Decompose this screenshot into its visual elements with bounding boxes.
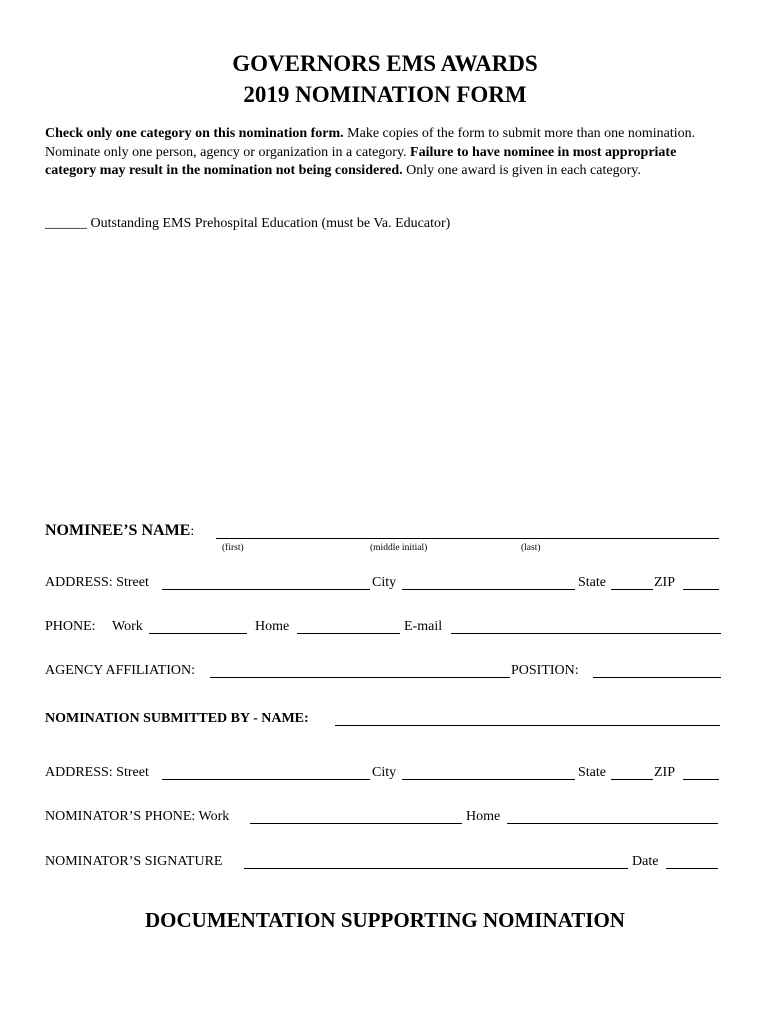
category-row [45, 215, 450, 233]
category-checkbox-blank[interactable]: ______ [45, 216, 87, 231]
nominee-address-label: ADDRESS: Street [45, 575, 149, 590]
nominee-middle-sublabel: (middle initial) [370, 543, 428, 553]
submitted-by-label: NOMINATION SUBMITTED BY - NAME: [45, 711, 309, 726]
nominee-name-label: NOMINEE’S NAME [45, 522, 191, 539]
nominator-zip-input[interactable] [683, 766, 719, 780]
nominee-first-sublabel: (first) [222, 543, 244, 553]
nominee-city-label: City [372, 575, 397, 590]
intro-paragraph [45, 125, 730, 181]
intro-text-1: Make copies of the form to submit more than one nomination. Nominate only one person, agency or organization in a category. [45, 126, 696, 160]
position-input[interactable] [593, 664, 721, 678]
submitted-by-name-input[interactable] [335, 712, 720, 726]
nominee-home-label: Home [255, 619, 290, 634]
nominee-phone-label: PHONE: [45, 619, 96, 634]
nominee-name-colon: : [190, 524, 195, 539]
nominee-home-phone-input[interactable] [297, 620, 400, 634]
nominee-street-input[interactable] [162, 576, 370, 590]
form-title-line1: GOVERNORS EMS AWARDS [232, 51, 538, 76]
nominator-state-input[interactable] [611, 766, 653, 780]
agency-affiliation-label: AGENCY AFFILIATION: [45, 663, 195, 678]
nominator-street-input[interactable] [162, 766, 370, 780]
nominator-phone-label: NOMINATOR’S PHONE: Work [45, 809, 230, 824]
intro-text-2: Only one award is given in each category. [402, 163, 641, 178]
nominator-address-label: ADDRESS: Street [45, 765, 149, 780]
nominator-zip-label: ZIP [654, 765, 675, 780]
date-input[interactable] [666, 855, 718, 869]
nominator-home-label: Home [466, 809, 501, 824]
intro-bold-2: Failure to have nominee in most appropriate category may result in the nomination not being considered. [45, 144, 677, 178]
nominator-signature-input[interactable] [244, 855, 628, 869]
nominee-zip-label: ZIP [654, 575, 675, 590]
nominee-name-row [45, 522, 194, 541]
nominator-signature-label: NOMINATOR’S SIGNATURE [45, 854, 223, 869]
nominator-city-input[interactable] [402, 766, 575, 780]
form-title-line2: 2019 NOMINATION FORM [243, 82, 527, 107]
nominator-work-phone-input[interactable] [250, 810, 462, 824]
nominee-email-label: E-mail [404, 619, 443, 634]
nominee-state-input[interactable] [611, 576, 653, 590]
nominee-email-input[interactable] [451, 620, 721, 634]
date-label: Date [632, 854, 659, 869]
nominator-city-label: City [372, 765, 397, 780]
nominee-last-sublabel: (last) [521, 543, 541, 553]
nominator-home-phone-input[interactable] [507, 810, 718, 824]
nominee-city-input[interactable] [402, 576, 575, 590]
nominee-zip-input[interactable] [683, 576, 719, 590]
position-label: POSITION: [511, 663, 579, 678]
category-label: Outstanding EMS Prehospital Education (must be Va. Educator) [90, 216, 451, 231]
intro-bold-1: Check only one category on this nomination form. [45, 126, 344, 141]
nominee-state-label: State [578, 575, 606, 590]
nominee-work-phone-input[interactable] [149, 620, 247, 634]
nominator-state-label: State [578, 765, 606, 780]
nominee-work-label: Work [112, 619, 143, 634]
agency-affiliation-input[interactable] [210, 664, 510, 678]
documentation-heading: DOCUMENTATION SUPPORTING NOMINATION [145, 908, 625, 932]
nominee-name-input[interactable] [216, 525, 719, 539]
